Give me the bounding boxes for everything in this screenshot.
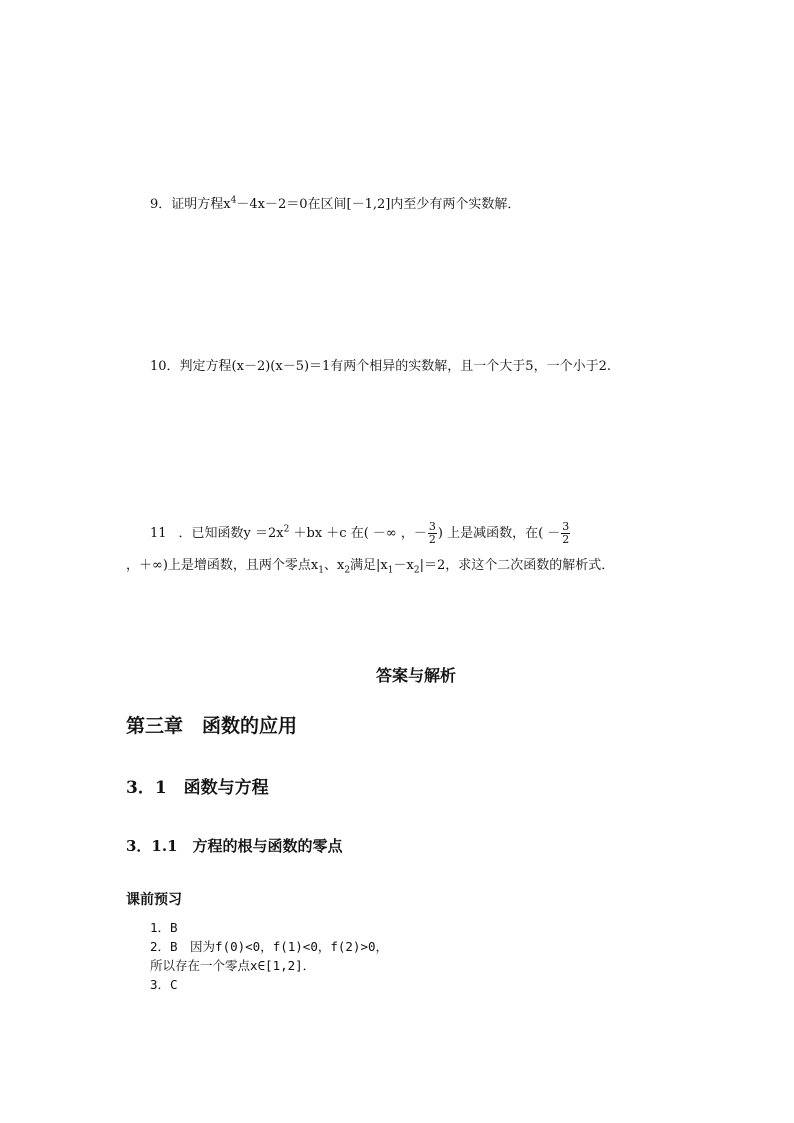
question-text: ) 上是减函数，在( － <box>437 526 561 541</box>
fraction <box>428 521 437 546</box>
question-10 <box>150 355 611 374</box>
answer-item-1: 1．B <box>150 920 178 935</box>
question-text: 判定方程(x－2)(x－5)＝1有两个相异的实数解，且一个大于5，一个小于2. <box>179 359 611 374</box>
answers-heading: 答案与解析 <box>375 666 456 685</box>
exponent: 2 <box>283 524 290 535</box>
question-text: 满足|x <box>350 558 388 573</box>
subsection-title: 3．1.1 方程的根与函数的零点 <box>126 837 343 855</box>
fraction-numerator: 3 <box>428 520 436 533</box>
answer-item-3: 3．C <box>150 977 178 992</box>
question-text: －4x－2＝0在区间[－1,2]内至少有两个实数解． <box>236 197 521 212</box>
fraction-denominator: 2 <box>428 533 436 546</box>
question-text: |＝2，求这个二次函数的解析式． <box>419 558 615 573</box>
question-text: 、x <box>323 558 345 573</box>
subscript: 1 <box>318 565 324 576</box>
answer-item-2: 2．B 因为f(0)<0，f(1)<0，f(2)>0， <box>150 939 389 954</box>
fraction-denominator: 2 <box>562 533 570 546</box>
exponent: 4 <box>230 195 237 206</box>
question-number: 10． <box>150 359 180 374</box>
subscript: 2 <box>344 565 351 576</box>
question-text: －x <box>393 558 414 573</box>
question-text: 证明方程x <box>171 197 231 212</box>
question-11-line-2 <box>126 554 614 576</box>
question-text: ．已知函数y ＝2x <box>178 526 284 541</box>
question-text: ，＋∞)上是增函数，且两个零点x <box>126 558 319 573</box>
question-number: 9． <box>150 197 172 212</box>
question-11-line-1 <box>150 521 571 546</box>
section-title: 3．1 函数与方程 <box>126 778 269 798</box>
fraction-numerator: 3 <box>562 520 570 533</box>
question-text: ＋bx ＋c 在( －∞ ，－ <box>289 526 427 541</box>
subscript: 1 <box>387 565 394 576</box>
chapter-title: 第三章 函数的应用 <box>126 715 298 737</box>
preview-heading: 课前预习 <box>126 892 182 908</box>
fraction <box>561 521 570 546</box>
question-9 <box>150 193 520 212</box>
question-number: 11 <box>150 526 167 541</box>
answer-item-2-cont: 所以存在一个零点x∈[1,2]． <box>150 958 316 973</box>
subscript: 2 <box>413 565 420 576</box>
